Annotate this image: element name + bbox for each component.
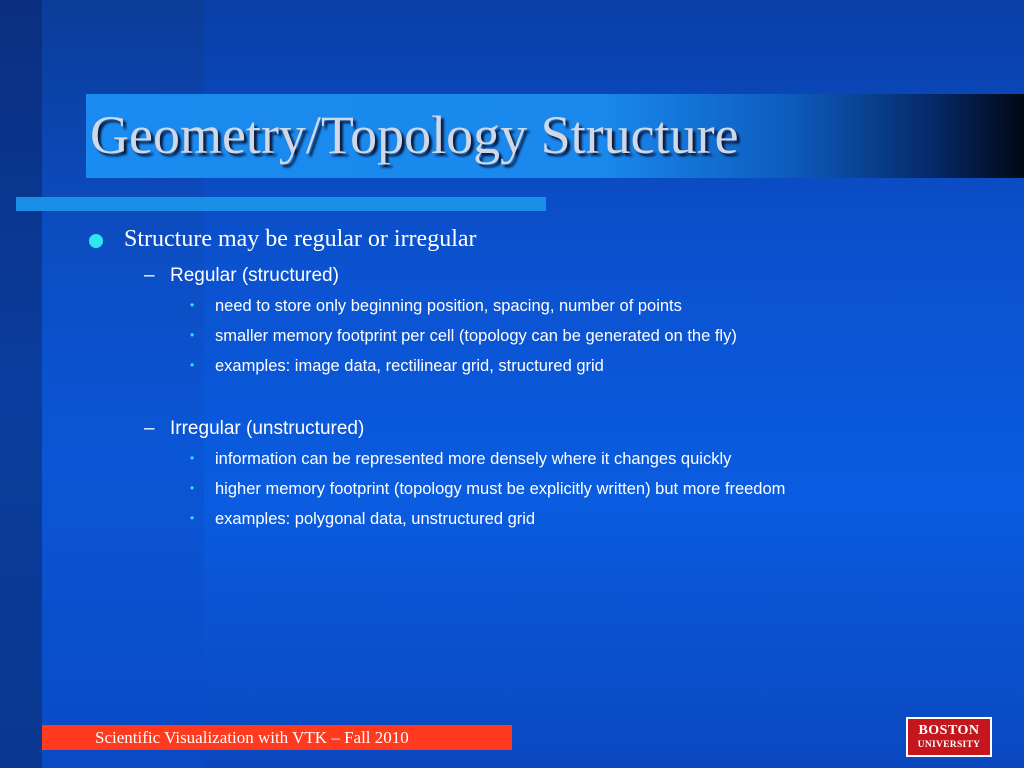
list-item (190, 510, 535, 529)
list-item-text: need to store only beginning position, spacing, number of points (215, 297, 682, 315)
list-item-text: higher memory footprint (topology must be explicitly written) but more freedom (215, 480, 786, 498)
sub-bullet-label: Regular (structured) (170, 265, 339, 286)
list-item (190, 357, 604, 376)
sub-bullet-label: Irregular (unstructured) (170, 418, 365, 439)
boston-university-logo (906, 717, 992, 757)
list-item-text: examples: polygonal data, unstructured grid (215, 510, 536, 528)
list-item-text: smaller memory footprint per cell (topology can be generated on the fly) (215, 327, 737, 345)
left-decor-bar (0, 0, 42, 768)
list-item-text: examples: image data, rectilinear grid, structured grid (215, 357, 604, 375)
dash-icon: – (144, 265, 155, 286)
footer-text: Scientific Visualization with VTK – Fall 2010 (95, 728, 409, 747)
list-item (190, 297, 682, 316)
bullet-level1: Structure may be regular or irregular (124, 226, 477, 252)
bullet-icon: • (190, 298, 195, 312)
list-item (190, 327, 737, 346)
logo-line-1: BOSTON (918, 722, 980, 738)
dash-icon: – (144, 418, 155, 439)
logo-line-2: UNIVERSITY (917, 739, 981, 750)
bullet-icon: • (190, 481, 195, 495)
bullet-icon: • (190, 328, 195, 342)
title-underline-bar (16, 197, 546, 211)
bullet-icon: • (190, 358, 195, 372)
slide-title: Geometry/Topology Structure (90, 105, 739, 165)
sub-bullet-irregular (144, 418, 364, 440)
bullet-icon: • (190, 511, 195, 525)
bullet-circle-icon (89, 234, 103, 248)
sub-bullet-regular (144, 265, 339, 287)
list-item-text: information can be represented more densely where it changes quickly (215, 450, 732, 468)
list-item (190, 450, 731, 469)
bullet-icon: • (190, 451, 195, 465)
list-item (190, 480, 785, 499)
